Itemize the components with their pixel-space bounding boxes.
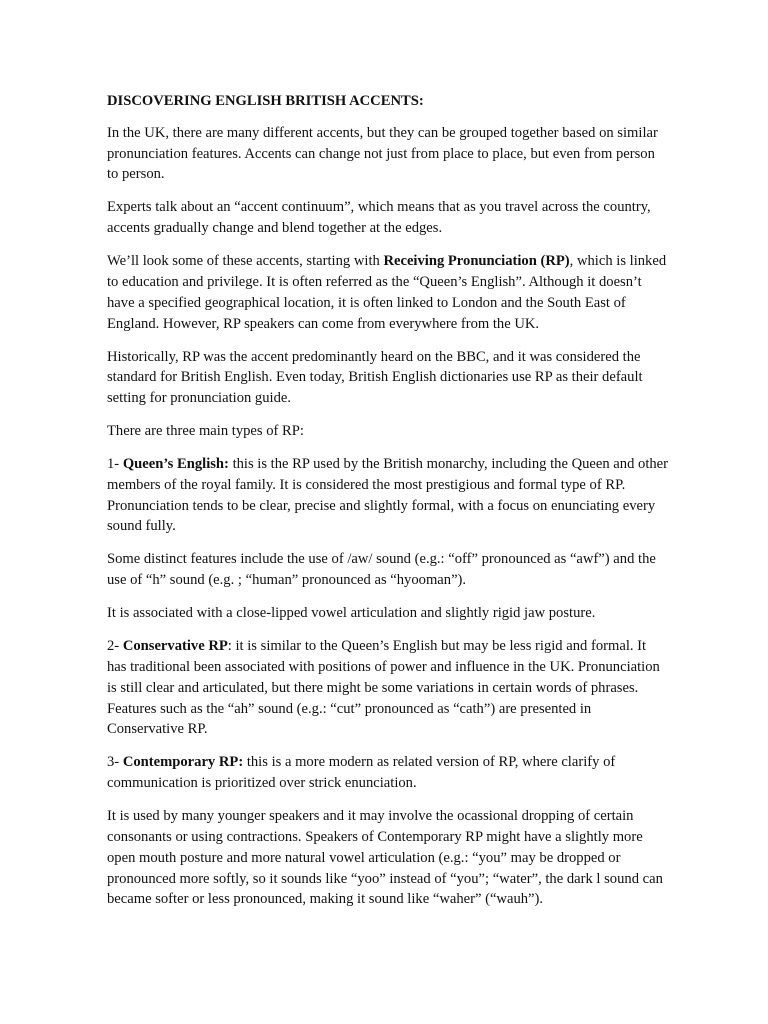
list-item-conservative-rp: 2- Conservative RP: it is similar to the Queen’s English but may be less rigid and formal. It has traditional been associated with positions of power and influence in the UK. Pronunciation is still clear and articulated, but there might be some variations in certain words of phrases. Features such as the “ah” sound (e.g.: “cut” pronounced as “cath”) are presented in Conservative RP. [107, 638, 660, 738]
paragraph-contemporary-features: It is used by many younger speakers and it may involve the ocassional dropping of certain consonants or using contractions. Speakers of Contemporary RP might have a slightly more open mouth posture and more natural vowel articulation (e.g.: “you” may be dropped or pronounced more softly, so it sounds like “yoo” instead of “you”; “water”, the dark l sound can became softer or less pronounced, making it sound like “waher” (“wauh”). [107, 808, 663, 908]
list-item-contemporary-rp: 3- Contemporary RP: this is a more modern as related version of RP, where clarify of communication is prioritized over strick enunciation. [107, 754, 616, 792]
paragraph-intro: In the UK, there are many different accents, but they can be grouped together based on similar pronunciation features. Accents can change not just from place to place, but even from person to person. [107, 124, 658, 183]
paragraph-queens-features: Some distinct features include the use of /aw/ sound (e.g.: “off” pronounced as “awf”) and the use of “h” sound (e.g. ; “human” pronounced as “hyooman”). [107, 551, 656, 589]
rp-term: Receiving Pronunciation (RP) [383, 253, 570, 270]
paragraph-rp-types: There are three main types of RP: [107, 423, 304, 440]
paragraph-accent-continuum: Experts talk about an “accent continuum”, which means that as you travel across the country, accents gradually change and blend together at the edges. [107, 199, 651, 237]
list-item-queens-english: 1- Queen’s English: this is the RP used by the British monarchy, including the Queen and other members of the royal family. It is considered the most prestigious and formal type of RP. Pronunciation tends to be clear, precise and slightly formal, with a focus on enunciating every sound fully. [107, 456, 669, 535]
paragraph-queens-articulation: It is associated with a close-lipped vowel articulation and slightly rigid jaw posture. [107, 605, 596, 622]
paragraph-rp-intro: We’ll look some of these accents, starting with Receiving Pronunciation (RP), which is linked to education and privilege. It is often referred as the “Queen’s English”. Although it doesn’t have a specified geographical location, it is often linked to London and the South East of England. However, RP speakers can come from everywhere from the UK. [107, 253, 667, 332]
document-body [107, 91, 669, 922]
document-title: DISCOVERING ENGLISH BRITISH ACCENTS: [107, 93, 424, 109]
paragraph-rp-history: Historically, RP was the accent predominantly heard on the BBC, and it was considered the standard for British English. Even today, British English dictionaries use RP as their default setting for pronunciation guide. [107, 348, 643, 407]
